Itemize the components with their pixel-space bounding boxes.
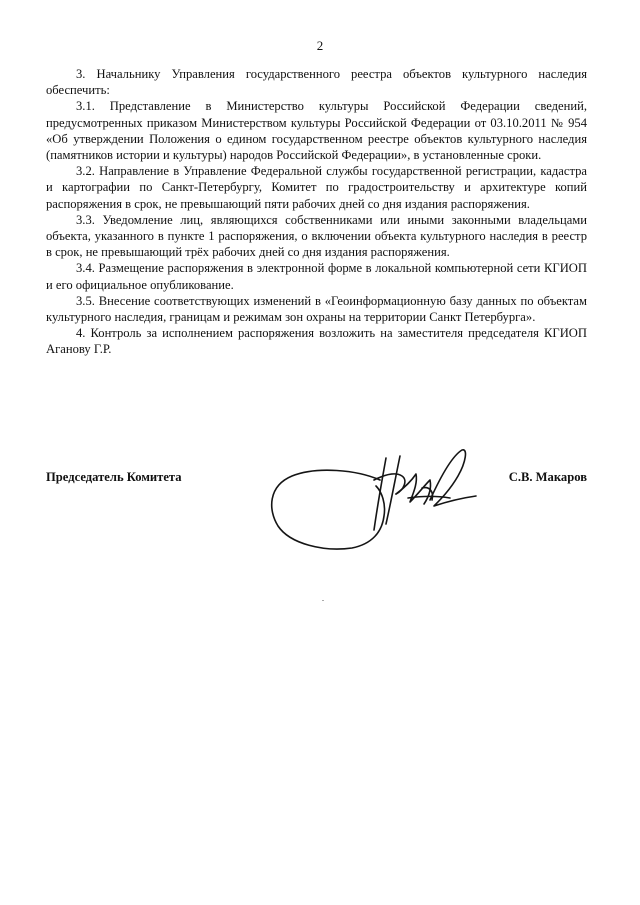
handwritten-signature-icon — [262, 440, 492, 570]
paragraph-3-3: 3.3. Уведомление лиц, являющихся собственниками или иными законными владельцами объекта, указанного в пункте 1 распоряжения, о включении объекта культурного наследия в реестр в срок, не превышающий трёх рабочих дней со дня издания распоряжения. — [46, 212, 587, 260]
document-body — [46, 66, 587, 358]
paragraph-3-4: 3.4. Размещение распоряжения в электронной форме в локальной компьютерной сети КГИОП и его официальное опубликование. — [46, 261, 587, 292]
signatory-name: С.В. Макаров — [508, 470, 587, 484]
paragraph-4: 4. Контроль за исполнением распоряжения возложить на заместителя председателя КГИОП Аганову Г.Р. — [46, 326, 587, 357]
paragraph-3-1: 3.1. Представление в Министерство культуры Российской Федерации сведений, предусмотренных приказом Министерством культуры Российской Федерации от 03.10.2011 № 954 «Об утверждении Положения о едином государственном реестре объектов культурного наследия (памятников истории и культуры) народов Российской Федерации», в установленные сроки. — [46, 99, 587, 163]
paragraph-3: 3. Начальнику Управления государственного реестра объектов культурного наследия обеспечить: — [46, 67, 587, 98]
paragraph-3-2: 3.2. Направление в Управление Федеральной службы государственной регистрации, кадастра и картографии по Санкт-Петербургу, Комитет по градостроительству и архитектуре копий распоряжения в срок, не превышающий пяти рабочих дней со дня издания распоряжения. — [46, 164, 587, 211]
signatory-position: Председатель Комитета — [46, 470, 182, 484]
paragraph-3-5: 3.5. Внесение соответствующих изменений в «Геоинформационную базу данных по объектам культурного наследия, границам и режимам зон охраны на территории Санкт Петербурга». — [46, 293, 587, 325]
scan-speck — [322, 600, 324, 601]
page-number: 2 — [316, 38, 324, 53]
